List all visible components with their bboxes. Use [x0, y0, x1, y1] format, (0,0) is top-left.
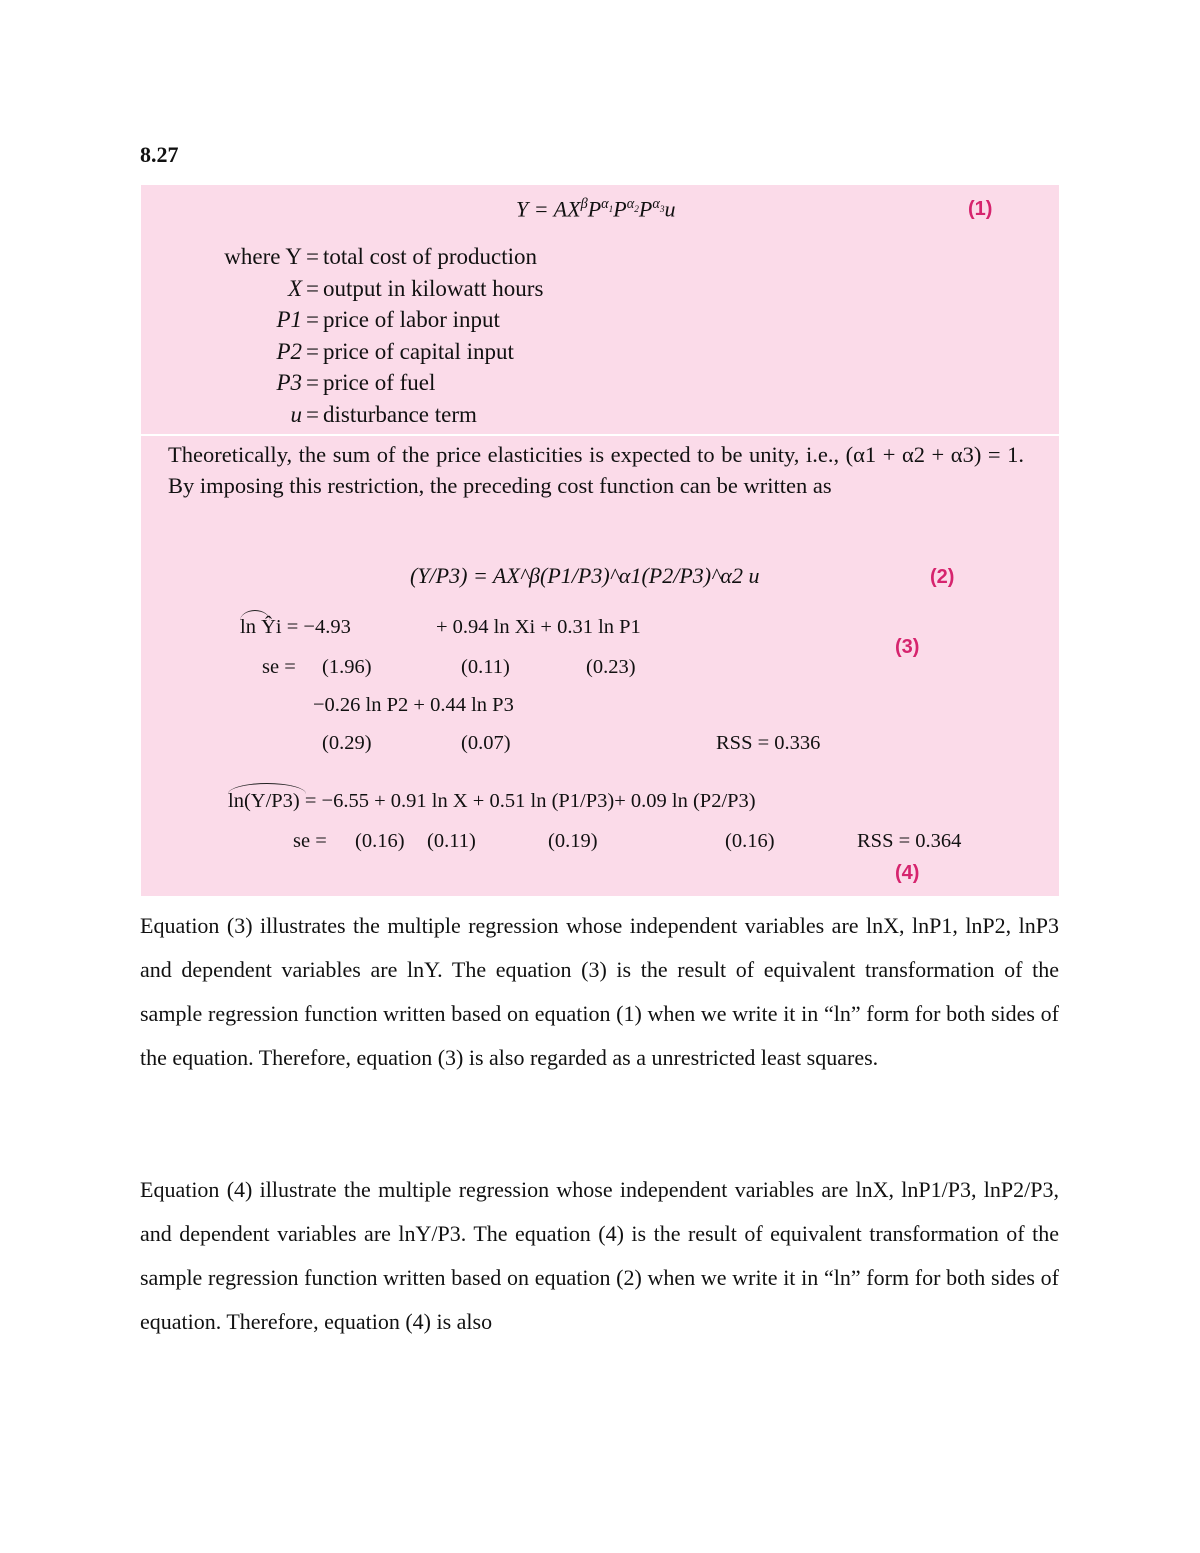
equation-3-tag: (3)	[895, 636, 920, 658]
definition-row: u = disturbance term	[184, 399, 543, 431]
equation-4-se: (0.16)	[725, 830, 775, 852]
definition-symbol: where Y	[224, 244, 302, 269]
equation-2: (Y/P3) = AX^β(P1/P3)^α1(P2/P3)^α2 u	[410, 563, 760, 588]
equation-3-rss: RSS = 0.336	[716, 732, 821, 754]
definition-meaning: price of fuel	[322, 370, 436, 395]
equation-1: $Y = AX^\beta P^{\alpha_1}P^{\alpha_2}P^{\alpha_3}u$	[516, 196, 676, 222]
definition-meaning: price of labor input	[322, 307, 500, 332]
equation-4-se: (0.19)	[548, 830, 598, 852]
definition-symbol: X	[287, 275, 302, 301]
equation-1-tag: (1)	[968, 198, 993, 220]
equation-4-rss: RSS = 0.364	[857, 830, 962, 852]
equation-3-terms-2: −0.26 ln P2 + 0.44 ln P3	[313, 694, 514, 716]
equation-4-lhs: ln(Y/P3) = −6.55 + 0.91 ln X + 0.51 ln (P1/P3)+ 0.09 ln (P2/P3)	[228, 790, 756, 812]
definition-symbol: u	[290, 401, 302, 427]
equation-3-se: (0.23)	[586, 656, 636, 678]
equation-3-se: (1.96)	[322, 656, 372, 678]
definition-meaning: price of capital input	[322, 338, 514, 364]
equation-3-se: (0.29)	[322, 732, 372, 754]
definition-row: P1 = price of labor input	[184, 304, 543, 336]
definition-meaning: total cost of production	[322, 244, 537, 269]
equation-2-tag: (2)	[930, 566, 955, 588]
definition-row: P3 = price of fuel	[184, 367, 543, 399]
equation-3-terms-1: + 0.94 ln Xi + 0.31 ln P1	[436, 616, 641, 638]
equation-3-se: (0.07)	[461, 732, 511, 754]
paragraph-equation-3: Equation (3) illustrates the multiple regression whose independent variables are lnX, lnP1, lnP2, lnP3 and dependent variables are lnY. The equation (3) is the result of equivalent transformation of the sample regression function written based on equation (1) when we write it in “ln” form for both sides of the equation. Therefore, equation (3) is also regarded as a unrestricted least squares.	[140, 913, 1059, 1070]
paragraph-equation-4: Equation (4) illustrate the multiple regression whose independent variables are lnX, lnP1/P3, lnP2/P3, and dependent variables are lnY/P3. The equation (4) is the result of equivalent transformation of the sample regression function written based on equation (2) when we write it in “ln” form for both sides of equation. Therefore, equation (4) is also	[140, 1177, 1059, 1334]
definition-symbol: P2	[276, 338, 302, 364]
definition-row: X = output in kilowatt hours	[184, 273, 543, 305]
equation-4-se-label: se =	[293, 830, 327, 852]
definition-symbol: P1	[276, 307, 302, 332]
definition-row: P2 = price of capital input	[184, 336, 543, 368]
problem-number: 8.27	[140, 142, 179, 167]
definition-meaning: output in kilowatt hours	[322, 275, 544, 301]
equation-3-se: (0.11)	[461, 656, 510, 678]
equation-4-tag: (4)	[895, 862, 920, 884]
definitions-list	[184, 241, 543, 430]
equation-4-se: (0.16)	[355, 830, 405, 852]
equation-3-se-label: se =	[262, 656, 296, 678]
definition-meaning: disturbance term	[322, 401, 477, 427]
equation-4-se: (0.11)	[427, 830, 476, 852]
definition-row: where Y = total cost of production	[184, 241, 543, 273]
equation-3-lhs: ln Ŷi = −4.93	[240, 616, 351, 638]
definition-symbol: P3	[276, 370, 302, 395]
restriction-text: Theoretically, the sum of the price elasticities is expected to be unity, i.e., (α1 + α2 + α3) = 1. By imposing this restriction, the preceding cost function can be written as	[168, 442, 1024, 498]
